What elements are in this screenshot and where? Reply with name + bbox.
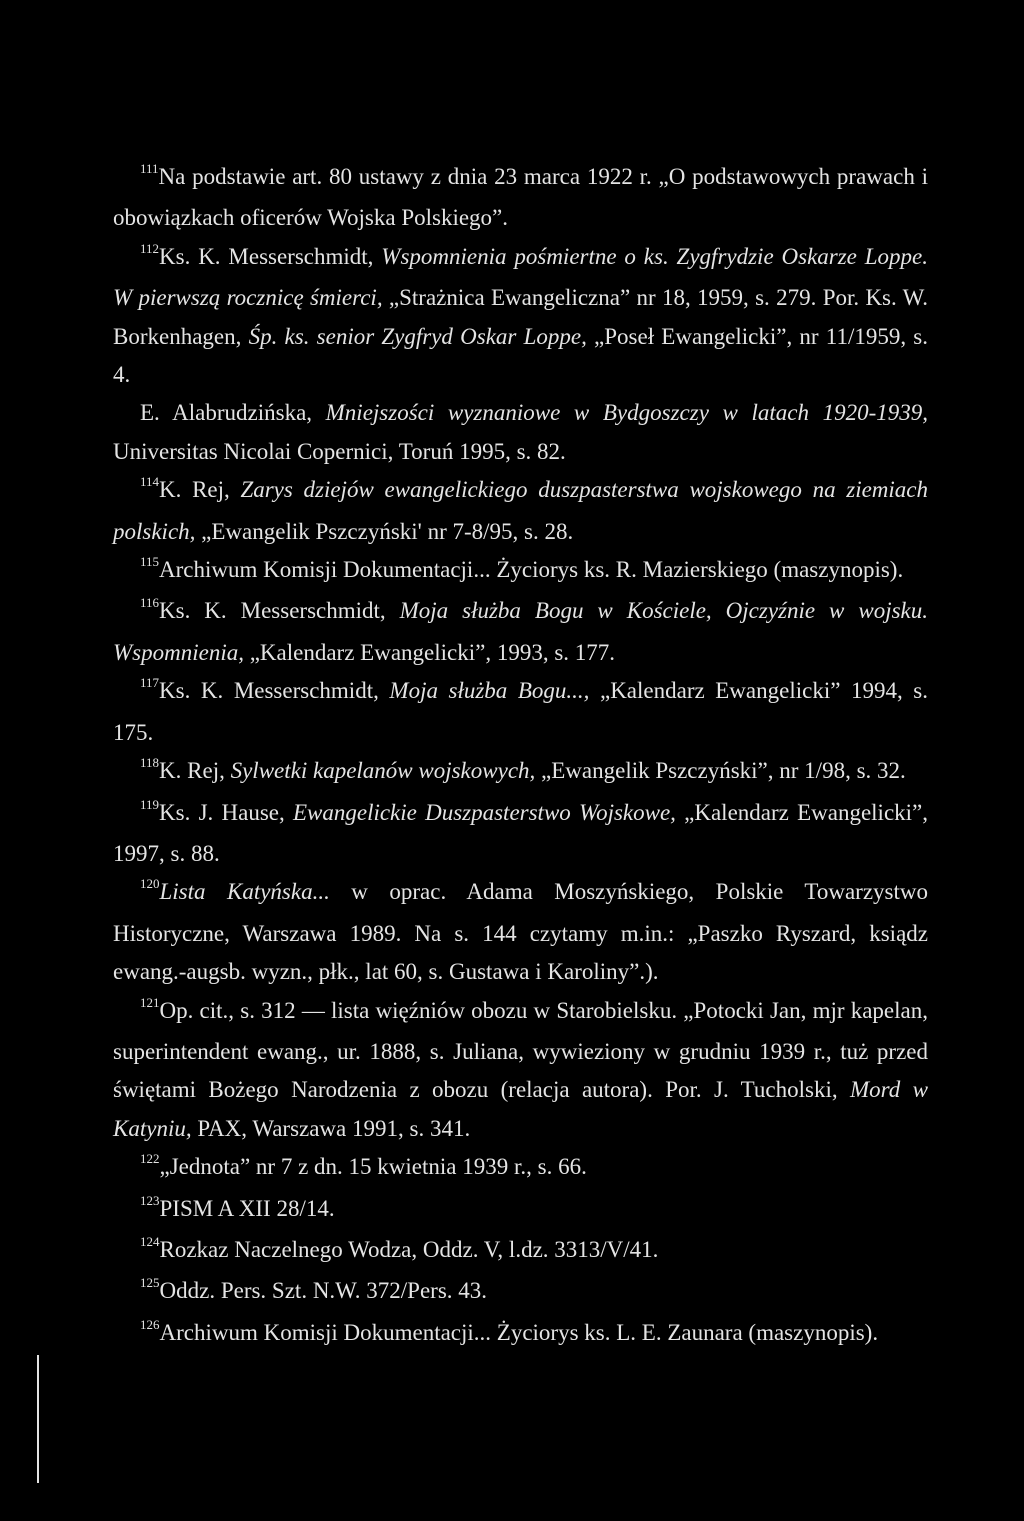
footnote-text: Op. cit., s. 312 — lista więźniów obozu w Starobielsku. „Potocki Jan, mjr kapelan, superintendent ewang., ur. 1888, s. Juliana, wywieziony w grudniu 1939 r., tuż przed świętami Bożego Narodzenia z obozu (relacja autora). Por. J. Tucholski, [113, 997, 928, 1103]
footnote-number: 114 [140, 474, 160, 490]
footnote-117 [113, 672, 928, 752]
footnote-text: „Kalendarz Ewangelicki” 1994, s. 175. [113, 678, 928, 745]
footnote-text: Universitas Nicolai Copernici, Toruń 1995, s. 82. [113, 438, 566, 464]
footnote-text: Ks. K. Messerschmidt, [159, 243, 382, 269]
footnote-114 [113, 471, 928, 551]
footnote-title-italic: Wspomnienia pośmiertne o ks. Zygfrydzie Oskarze Loppe. W pierwszą rocznicę śmierci, [113, 243, 928, 311]
footnote-text: Ks. K. Messerschmidt, [159, 598, 400, 624]
footnote-text: „Jednota” nr 7 z dn. 15 kwietnia 1939 r., s. 66. [159, 1154, 587, 1180]
footnote-text: Archiwum Komisji Dokumentacji... Życiorys ks. R. Mazierskiego (maszynopis). [159, 557, 904, 583]
footnote-number: 125 [140, 1275, 160, 1291]
footnote-115 [113, 551, 928, 592]
footnote-123 [113, 1190, 928, 1231]
footnote-title-italic: Moja służba Bogu w Kościele, Ojczyźnie w wojsku. Wspomnienia, [113, 598, 928, 665]
footnote-title-italic: Moja służba Bogu..., [389, 678, 590, 704]
margin-rule [37, 1355, 39, 1483]
footnote-text: „Poseł Ewangelicki”, nr 11/1959, s. 4. [113, 323, 928, 388]
footnote-124 [113, 1231, 928, 1272]
footnote-text: K. Rej, [159, 758, 231, 784]
footnote-number: 121 [140, 994, 160, 1010]
footnote-title-italic: Mniejszości wyznaniowe w Bydgoszczy w latach 1920-1939, [325, 400, 928, 426]
footnote-number: 124 [140, 1233, 160, 1249]
footnote-text: Archiwum Komisji Dokumentacji... Życiorys ks. L. E. Zaunara (maszynopis). [159, 1319, 879, 1345]
footnote-122 [113, 1148, 928, 1189]
footnote-text: PAX, Warszawa 1991, s. 341. [191, 1115, 471, 1141]
footnote-number: 117 [140, 675, 160, 691]
footnote-text: Rozkaz Naczelnego Wodza, Oddz. V, l.dz. 3313/V/41. [159, 1236, 659, 1262]
footnote-118 [113, 752, 928, 793]
footnote-number: 122 [140, 1151, 160, 1167]
footnote-text: „Kalendarz Ewangelicki”, 1997, s. 88. [113, 799, 928, 866]
footnote-116 [113, 592, 928, 672]
footnote-112 [113, 238, 928, 395]
footnote-text: Oddz. Pers. Szt. N.W. 372/Pers. 43. [159, 1278, 488, 1304]
footnote-text: Ks. J. Hause, [159, 799, 293, 825]
footnote-title-italic: Ewangelickie Duszpasterstwo Wojskowe, [292, 799, 676, 825]
footnote-text: „Ewangelik Pszczyński' nr 7-8/95, s. 28. [195, 518, 574, 544]
footnote-number: 112 [140, 240, 160, 256]
footnote-number: 119 [140, 796, 160, 812]
footnote-text: „Strażnica Ewangeliczna” nr 18, 1959, s. 279. Por. Ks. W. Borkenhagen, [113, 285, 928, 349]
footnote-number: 118 [140, 755, 160, 771]
footnote-121 [113, 992, 928, 1149]
footnote-text: „Ewangelik Pszczyński”, nr 1/98, s. 32. [535, 758, 906, 784]
footnote-125 [113, 1272, 928, 1313]
footnote-120 [113, 873, 928, 991]
footnote-text: w oprac. Adama Moszyńskiego, Polskie Towarzystwo Historyczne, Warszawa 1989. Na s. 144 czytamy m.in.: „Paszko Ryszard, ksiądz ewang.-augsb. wyzn., płk., lat 60, s. Gustawa i Karoliny”.). [113, 879, 929, 985]
footnote-number: 120 [140, 876, 160, 892]
footnote-text: Ks. K. Messerschmidt, [159, 678, 390, 704]
footnote-number: 126 [140, 1316, 160, 1332]
footnote-title-italic: Mord w Katyniu, [113, 1077, 928, 1141]
footnote-number: 123 [140, 1192, 160, 1208]
footnote-text: PISM A XII 28/14. [159, 1195, 335, 1221]
footnote-title-italic: Śp. ks. senior Zygfryd Oskar Loppe, [248, 323, 587, 349]
footnote-item-2 [113, 394, 928, 471]
footnote-text: E. Alabrudzińska, [140, 400, 326, 426]
footnote-119 [113, 794, 928, 874]
footnotes-list [113, 158, 928, 1355]
footnote-number: 115 [140, 554, 160, 570]
footnote-126 [113, 1314, 928, 1355]
footnote-number: 116 [140, 595, 160, 611]
footnote-title-italic: Sylwetki kapelanów wojskowych, [230, 758, 536, 784]
footnote-text: Na podstawie art. 80 ustawy z dnia 23 marca 1922 r. „O podstawowych prawach i obowiązkach oficerów Wojska Polskiego”. [113, 164, 928, 231]
footnote-111 [113, 158, 928, 238]
footnote-title-italic: Lista Katyńska... [159, 879, 330, 905]
footnote-number: 111 [140, 161, 159, 176]
footnote-text: „Kalendarz Ewangelicki”, 1993, s. 177. [243, 639, 616, 665]
footnote-text: K. Rej, [159, 477, 241, 503]
footnote-title-italic: Zarys dziejów ewangelickiego duszpasterstwa wojskowego na ziemiach polskich, [113, 477, 928, 544]
